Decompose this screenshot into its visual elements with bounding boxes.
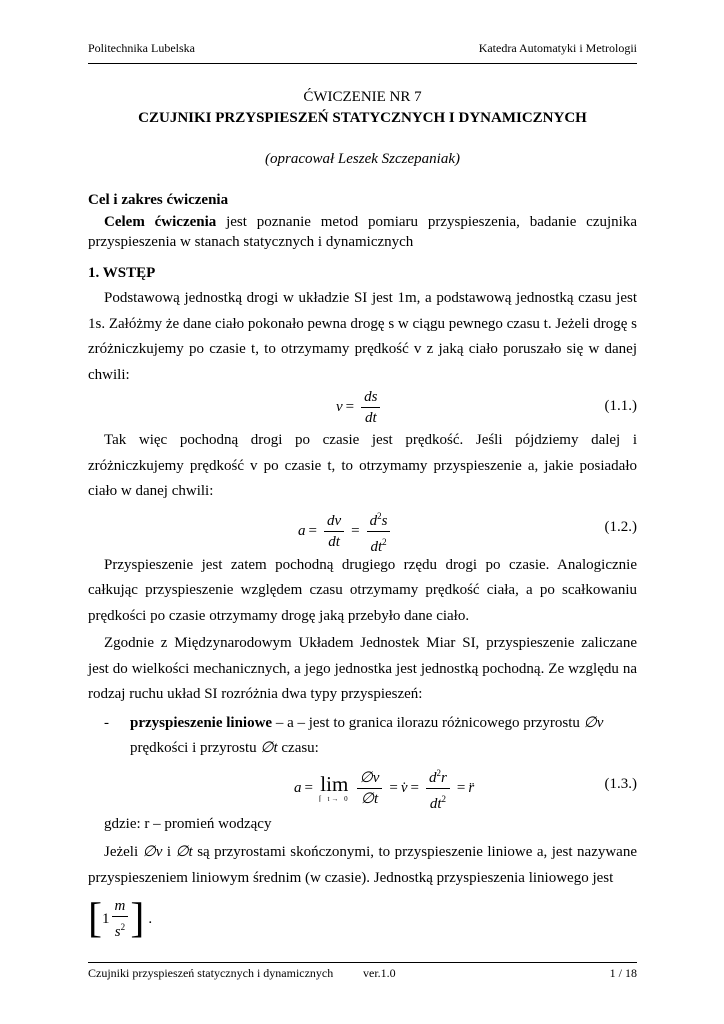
eq2-den2-dt: dt: [370, 538, 383, 555]
bullet-text-2: prędkości i przyrostu: [130, 740, 261, 756]
eq3-equals-3: =: [410, 779, 419, 796]
eq3-equals-4: =: [456, 779, 466, 796]
eq3-numerator-2: [426, 764, 450, 789]
acceleration-unit: [88, 897, 637, 941]
eq3-lhs: a: [294, 779, 302, 796]
paragraph-2: Tak więc pochodną drogi po czasie jest prędkość. Jeśli pójdziemy dalej i zróżniczkujemy prędkość v po czasie t, to otrzymamy przyspieszenie a, jakie posiadało ciało w danej chwili:: [88, 432, 637, 499]
eq3-rddot: r̈: [468, 779, 475, 796]
header-department: Katedra Automatyki i Metrologii: [478, 41, 637, 55]
eq1-numerator: ds: [361, 388, 380, 408]
eq3-lim-subscript: ⌈ t→ 0: [318, 795, 350, 803]
eq2-numerator-2: [367, 507, 391, 532]
bullet-dash: -: [104, 714, 109, 731]
eq2-num2-d: d: [369, 512, 378, 529]
paragraph-4: Zgodnie z Międzynarodowym Układem Jednostek Miar SI, przyspieszenie zaliczane jest do wielkości mechanicznych, a jego jednostka jest jednostką pochodną. Ze względu na rodzaj ruchu układ SI rozróżnia dwa typy przyspieszeń:: [88, 635, 637, 702]
where-line: gdzie: r – promień wodzący: [104, 815, 272, 832]
eq2-num2-var: s: [381, 512, 388, 529]
eq3-num2-var: r: [441, 769, 447, 786]
eq3-lim-word: lim: [320, 772, 349, 796]
eq1-denominator: dt: [364, 410, 377, 426]
eq3-denominator-2: [427, 789, 449, 813]
unit-den-sup: 2: [120, 922, 126, 932]
p5-text-a: Jeżeli: [104, 844, 143, 860]
eq3-limit: [319, 773, 350, 803]
eq2-denominator-1: dt: [328, 533, 340, 550]
header-institution: Politechnika Lubelska: [88, 41, 195, 55]
unit-den-s: s: [114, 924, 121, 940]
eq2-equals-2: =: [351, 522, 360, 539]
paragraph-1: Podstawową jednostką drogi w układzie SI jest 1m, a podstawową jednostką czasu jest 1s. Załóżmy że dane ciało pokonało pewna drogę s w ciągu pewnego czasu t. Jeżeli drogę s zróżniczkujemy po czasie t, to otrzymamy prędkość v z jaką ciało poruszało się w danej chwili:: [88, 290, 637, 383]
goal-paragraph: [88, 212, 637, 252]
unit-one: 1: [102, 910, 110, 927]
eq1-lhs: v: [336, 399, 343, 415]
paragraph-3: Przyspieszenie jest zatem pochodną drugiego rzędu drogi po czasie. Analogicznie całkując przyspieszenie względem czasu otrzymamy prędkość ciała, a po scałkowaniu prędkości po czasie otrzymamy drogę jaką przebyło dane ciało.: [88, 556, 637, 624]
page-footer: [88, 962, 637, 983]
eq3-equals-2: =: [389, 779, 398, 796]
eq3-fraction-1: [357, 769, 383, 808]
paragraph-5: [88, 840, 637, 891]
eq1-equals: =: [345, 399, 355, 415]
eq3-num2-d: d: [429, 769, 437, 786]
bullet-text-1: – a – jest to granica ilorazu różnicowego przyrostu: [272, 714, 584, 731]
bullet-bold-term: przyspieszenie liniowe: [130, 714, 273, 731]
eq3-vdot: v̇: [400, 779, 408, 796]
unit-denominator: [112, 917, 128, 941]
eq3-number: (1.3.): [604, 775, 637, 792]
bullet-linear-acceleration: [88, 711, 637, 762]
unit-fraction: [112, 897, 129, 941]
section-heading: 1. WSTĘP: [88, 265, 156, 281]
exercise-topic: CZUJNIKI PRZYSPIESZEŃ STATYCZNYCH I DYNAMICZNYCH: [138, 110, 587, 126]
unit-numerator: m: [112, 897, 129, 917]
eq2-num2-sup: 2: [377, 510, 382, 521]
bullet-delta-v: ∅v: [583, 714, 604, 731]
p5-delta-t: ∅t: [175, 844, 193, 860]
equation-1-3-body: [294, 764, 474, 813]
eq3-equals-1: =: [304, 779, 313, 796]
bullet-text: [130, 711, 637, 762]
author-line: (opracował Leszek Szczepaniak): [265, 151, 460, 167]
eq2-denominator-2: [367, 532, 389, 556]
equation-1-3: [88, 764, 637, 812]
eq3-numerator-1: ∅v: [357, 769, 383, 789]
exercise-number: ĆWICZENIE NR 7: [303, 89, 422, 105]
goal-bold-lead: Celem ćwiczenia: [104, 214, 217, 230]
page-content: [88, 86, 637, 941]
eq2-fraction-2: [367, 507, 391, 556]
equation-1-1-body: [336, 388, 384, 427]
footer-title: Czujniki przyspieszeń statycznych i dynamicznych: [88, 966, 334, 980]
eq3-den2-dt: dt: [429, 795, 442, 812]
eq1-number: (1.1.): [604, 398, 637, 414]
bullet-text-3: czasu:: [277, 740, 319, 756]
eq2-equals-1: =: [308, 522, 317, 539]
unit-right-bracket: ]: [130, 896, 145, 942]
bullet-delta-t: ∅t: [260, 740, 278, 756]
eq2-number: (1.2.): [604, 518, 637, 535]
p5-text-b: są przyrostami skończonymi, to przyspieszenie liniowe a, jest nazywane przyspieszeniem liniowym średnim (w czasie). Jednostką przyspieszenia liniowego jest: [88, 844, 637, 886]
eq3-fraction-2: [426, 764, 450, 813]
p5-and: i: [162, 844, 176, 860]
eq3-denominator-1: ∅t: [360, 790, 379, 807]
equation-1-1: [88, 388, 637, 428]
eq1-fraction: [361, 388, 380, 427]
page-header: [88, 41, 637, 64]
equation-1-2-body: [298, 507, 394, 556]
unit-left-bracket: [: [88, 896, 102, 942]
eq3-den2-sup: 2: [441, 793, 446, 804]
p5-delta-v: ∅v: [142, 844, 163, 860]
footer-version: ver.1.0: [363, 966, 396, 980]
goal-text: jest poznanie metod pomiaru przyspieszenia, badanie czujnika przyspieszenia w stanach statycznych i dynamicznych: [88, 214, 637, 250]
eq3-num2-sup: 2: [436, 767, 441, 778]
eq2-den2-sup: 2: [382, 536, 387, 547]
eq2-fraction-1: [324, 512, 344, 551]
eq2-lhs: a: [298, 522, 306, 539]
unit-period: .: [148, 910, 153, 927]
eq2-numerator-1: dv: [324, 512, 344, 532]
footer-page-number: 1 / 18: [609, 966, 637, 980]
equation-1-2: [88, 507, 637, 553]
goal-heading: Cel i zakres ćwiczenia: [88, 192, 229, 208]
